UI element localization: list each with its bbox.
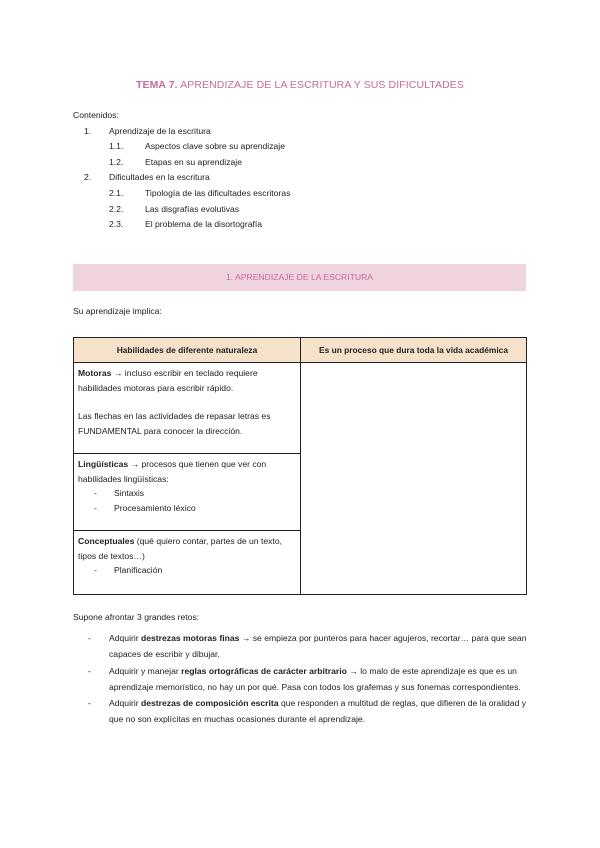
toc-label: Aspectos clave sobre su aprendizaje <box>145 141 285 152</box>
section-heading: 1. APRENDIZAJE DE LA ESCRITURA <box>73 264 526 291</box>
toc-item <box>73 126 533 142</box>
page-title <box>0 79 600 91</box>
list-item: - Sintaxis <box>94 488 145 498</box>
conceptuales-cell <box>74 531 301 595</box>
toc-number: 2.1. <box>109 187 124 198</box>
toc-number: 1.2. <box>109 156 124 167</box>
toc-label: Dificultades en la escritura <box>109 172 210 183</box>
toc-item <box>73 141 533 157</box>
toc-number: 2.3. <box>109 219 124 230</box>
list-item: - Adquirir y manejar reglas ortográficas de carácter arbitrario → lo malo de este aprendizaje es que es un aprendizaje memorístico, no hay un por qué. Pasa con todos los grafemas y sus fonemas correspondientes. <box>88 665 521 692</box>
table-header-right: Es un proceso que dura toda la vida académica <box>301 338 527 363</box>
table-row <box>74 363 527 454</box>
motoras-cell <box>74 363 301 454</box>
toc-label: Las disgrafías evolutivas <box>145 203 240 214</box>
table-header-left: Habilidades de diferente naturaleza <box>74 338 301 363</box>
toc-number: 1.1. <box>109 141 124 152</box>
retos-heading: Supone afrontar 3 grandes retos: <box>73 612 200 622</box>
toc-heading: Contenidos: <box>73 110 119 120</box>
retos-list <box>73 630 529 728</box>
linguisticas-cell <box>74 454 301 531</box>
title-prefix: TEMA 7. <box>135 79 178 91</box>
skills-table <box>73 337 527 595</box>
toc-number: 2.2. <box>109 203 124 214</box>
conceptuales-label: Conceptuales <box>78 536 135 546</box>
process-cell <box>301 363 527 595</box>
toc-label: Tipología de las dificultades escritoras <box>145 187 291 198</box>
list-item: - Procesamiento léxico <box>94 502 196 513</box>
conceptuales-text: Conceptuales (qué quiero contar, partes de un texto, tipos de textos…) <box>78 536 282 561</box>
toc-number: 1. <box>84 125 92 136</box>
toc-label: Aprendizaje de la escritura <box>109 125 211 136</box>
linguisticas-label: Lingüísticas <box>78 459 129 469</box>
table-header-row <box>74 338 527 363</box>
motoras-label: Motoras <box>78 368 112 378</box>
motoras-text: Motoras → incluso escribir en teclado requiere habilidades motoras para escribir rápido. <box>78 368 258 393</box>
toc-item <box>73 188 533 204</box>
title-text: APRENDIZAJE DE LA ESCRITURA Y SUS DIFICULTADES <box>177 79 465 91</box>
intro-text: Su aprendizaje implica: <box>73 306 162 316</box>
motoras-note: Las flechas en las actividades de repasar letras es FUNDAMENTAL para conocer la dirección. <box>78 411 271 436</box>
list-item: - Planificación <box>94 565 163 575</box>
toc-item <box>73 204 533 220</box>
list-item: - Adquirir destrezas de composición escrita que responden a multitud de reglas, que difieren de la oralidad y que no son explícitas en muchas ocasiones durante el aprendizaje. <box>88 698 527 725</box>
toc-label: Etapas en su aprendizaje <box>145 156 242 167</box>
table-of-contents <box>73 110 533 235</box>
toc-number: 2. <box>84 172 92 183</box>
list-item: - Adquirir destrezas motoras finas → se empieza por punteros para hacer agujeros, recortar… para que sean capaces de escribir y dibujar. <box>88 633 527 660</box>
toc-label: El problema de la disortografía <box>145 219 263 230</box>
toc-item <box>73 172 533 188</box>
toc-item <box>73 157 533 173</box>
linguisticas-text: Lingüísticas → procesos que tienen que ver con habilidades lingüísticas: <box>78 459 267 484</box>
toc-item <box>73 219 533 235</box>
